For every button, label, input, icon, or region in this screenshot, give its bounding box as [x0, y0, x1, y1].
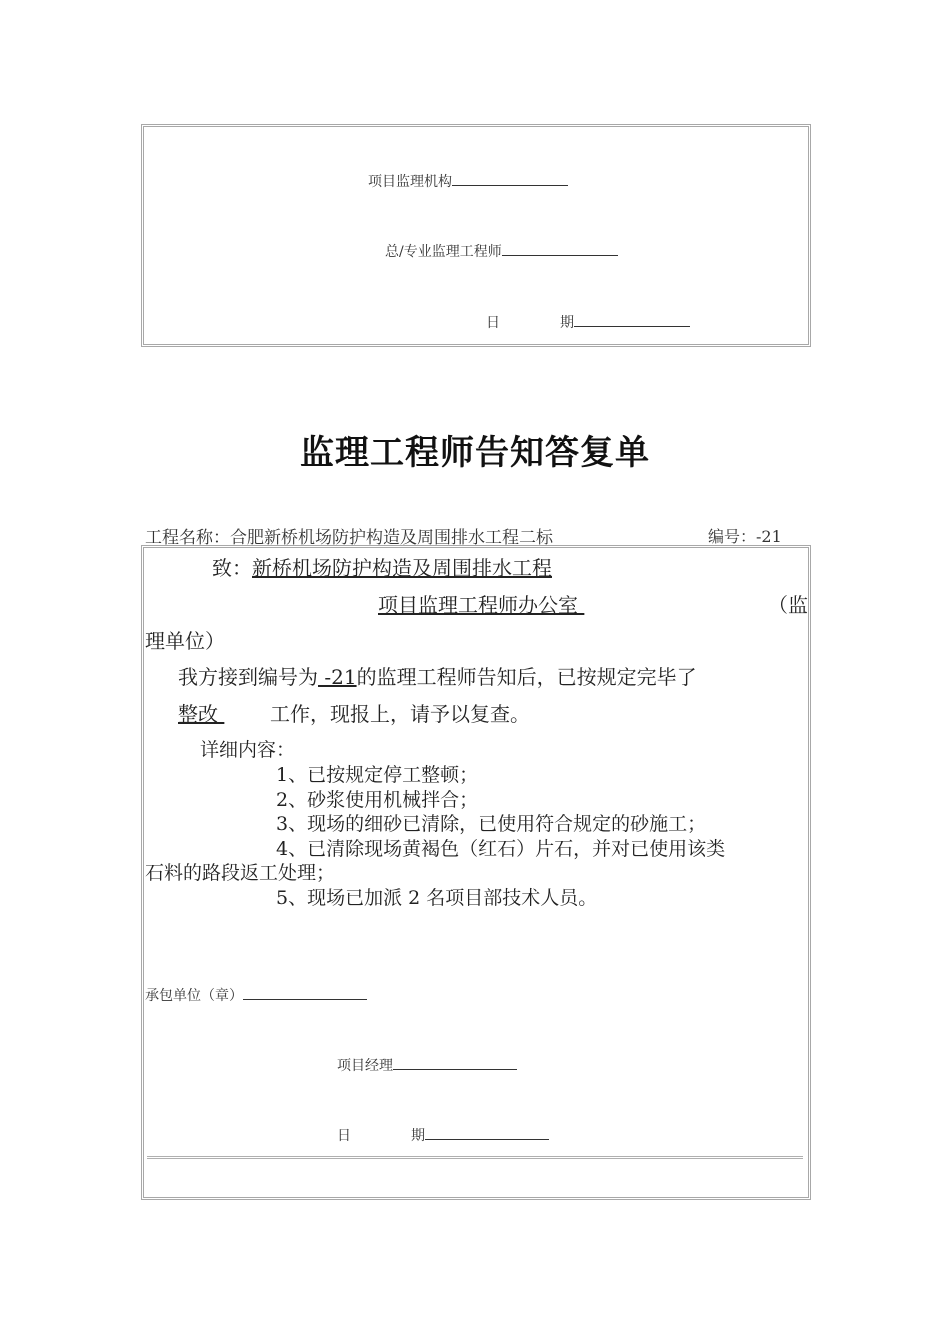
manager-label: 项目经理: [337, 1058, 393, 1074]
page-title: 监理工程师告知答复单: [300, 433, 650, 473]
to-suffix-a: （监: [768, 593, 808, 617]
top-signature-box: [141, 124, 811, 347]
body-paragraph-1: [178, 661, 697, 690]
contractor-blank[interactable]: [243, 985, 367, 1000]
engineer-blank[interactable]: [502, 241, 618, 256]
to-line-1: [212, 552, 552, 581]
body-paragraph-2: [178, 698, 530, 727]
to-label: 致：: [212, 556, 252, 580]
form-divider: [147, 1156, 803, 1159]
manager-blank[interactable]: [393, 1055, 517, 1070]
top-date-blank[interactable]: [574, 312, 690, 327]
notice-number: -21: [318, 665, 357, 689]
body-p1-a: 我方接到编号为: [178, 665, 318, 689]
work-type-blank: [218, 702, 248, 726]
body-p1-b: 的监理工程师告知后，已按规定完毕了: [356, 665, 697, 689]
detail-item-2: 2、砂浆使用机械拌合；: [276, 789, 479, 811]
work-type: 整改: [178, 702, 218, 726]
form-number: 编号：-21: [708, 527, 782, 546]
org-label: 项目监理机构: [368, 174, 452, 190]
to-line-2: [378, 589, 728, 618]
detail-item-3: 3、现场的细砂已清除，已使用符合规定的砂施工；: [276, 813, 707, 835]
form-date-blank[interactable]: [425, 1125, 549, 1140]
detail-item-4-cont: 石料的路段返工处理；: [145, 862, 336, 884]
form-date-label-1: 日: [337, 1128, 351, 1144]
to-suffix-b: 理单位）: [145, 629, 225, 653]
to-unit-line-2-blank: [578, 593, 728, 617]
project-name: 工程名称：合肥新桥机场防护构造及周围排水工程二标: [145, 528, 553, 548]
org-field: [368, 171, 568, 191]
org-blank[interactable]: [452, 171, 568, 186]
contractor-field: [145, 985, 367, 1005]
engineer-label: 总/专业监理工程师: [385, 244, 502, 260]
manager-field: [337, 1055, 517, 1075]
to-unit-line-1: 新桥机场防护构造及周围排水工程: [252, 556, 552, 580]
to-unit-line-2: 项目监理工程师办公室: [378, 593, 578, 617]
contractor-label: 承包单位（章）: [145, 988, 243, 1004]
body-p2-b: 工作，现报上，请予以复查。: [270, 702, 530, 726]
detail-item-1: 1、已按规定停工整顿；: [276, 764, 479, 786]
top-date-label-1: 日: [486, 315, 500, 331]
top-date-label-2: 期: [560, 315, 574, 331]
detail-item-5: 5、现场已加派 2 名项目部技术人员。: [276, 887, 598, 909]
form-date-label-2: 期: [411, 1128, 425, 1144]
top-date-field: [486, 312, 690, 332]
detail-label: 详细内容：: [200, 739, 296, 761]
detail-item-4: 4、已清除现场黄褐色（红石）片石，并对已使用该类: [276, 838, 726, 860]
engineer-field: [385, 241, 618, 261]
form-date-field: [337, 1125, 549, 1145]
